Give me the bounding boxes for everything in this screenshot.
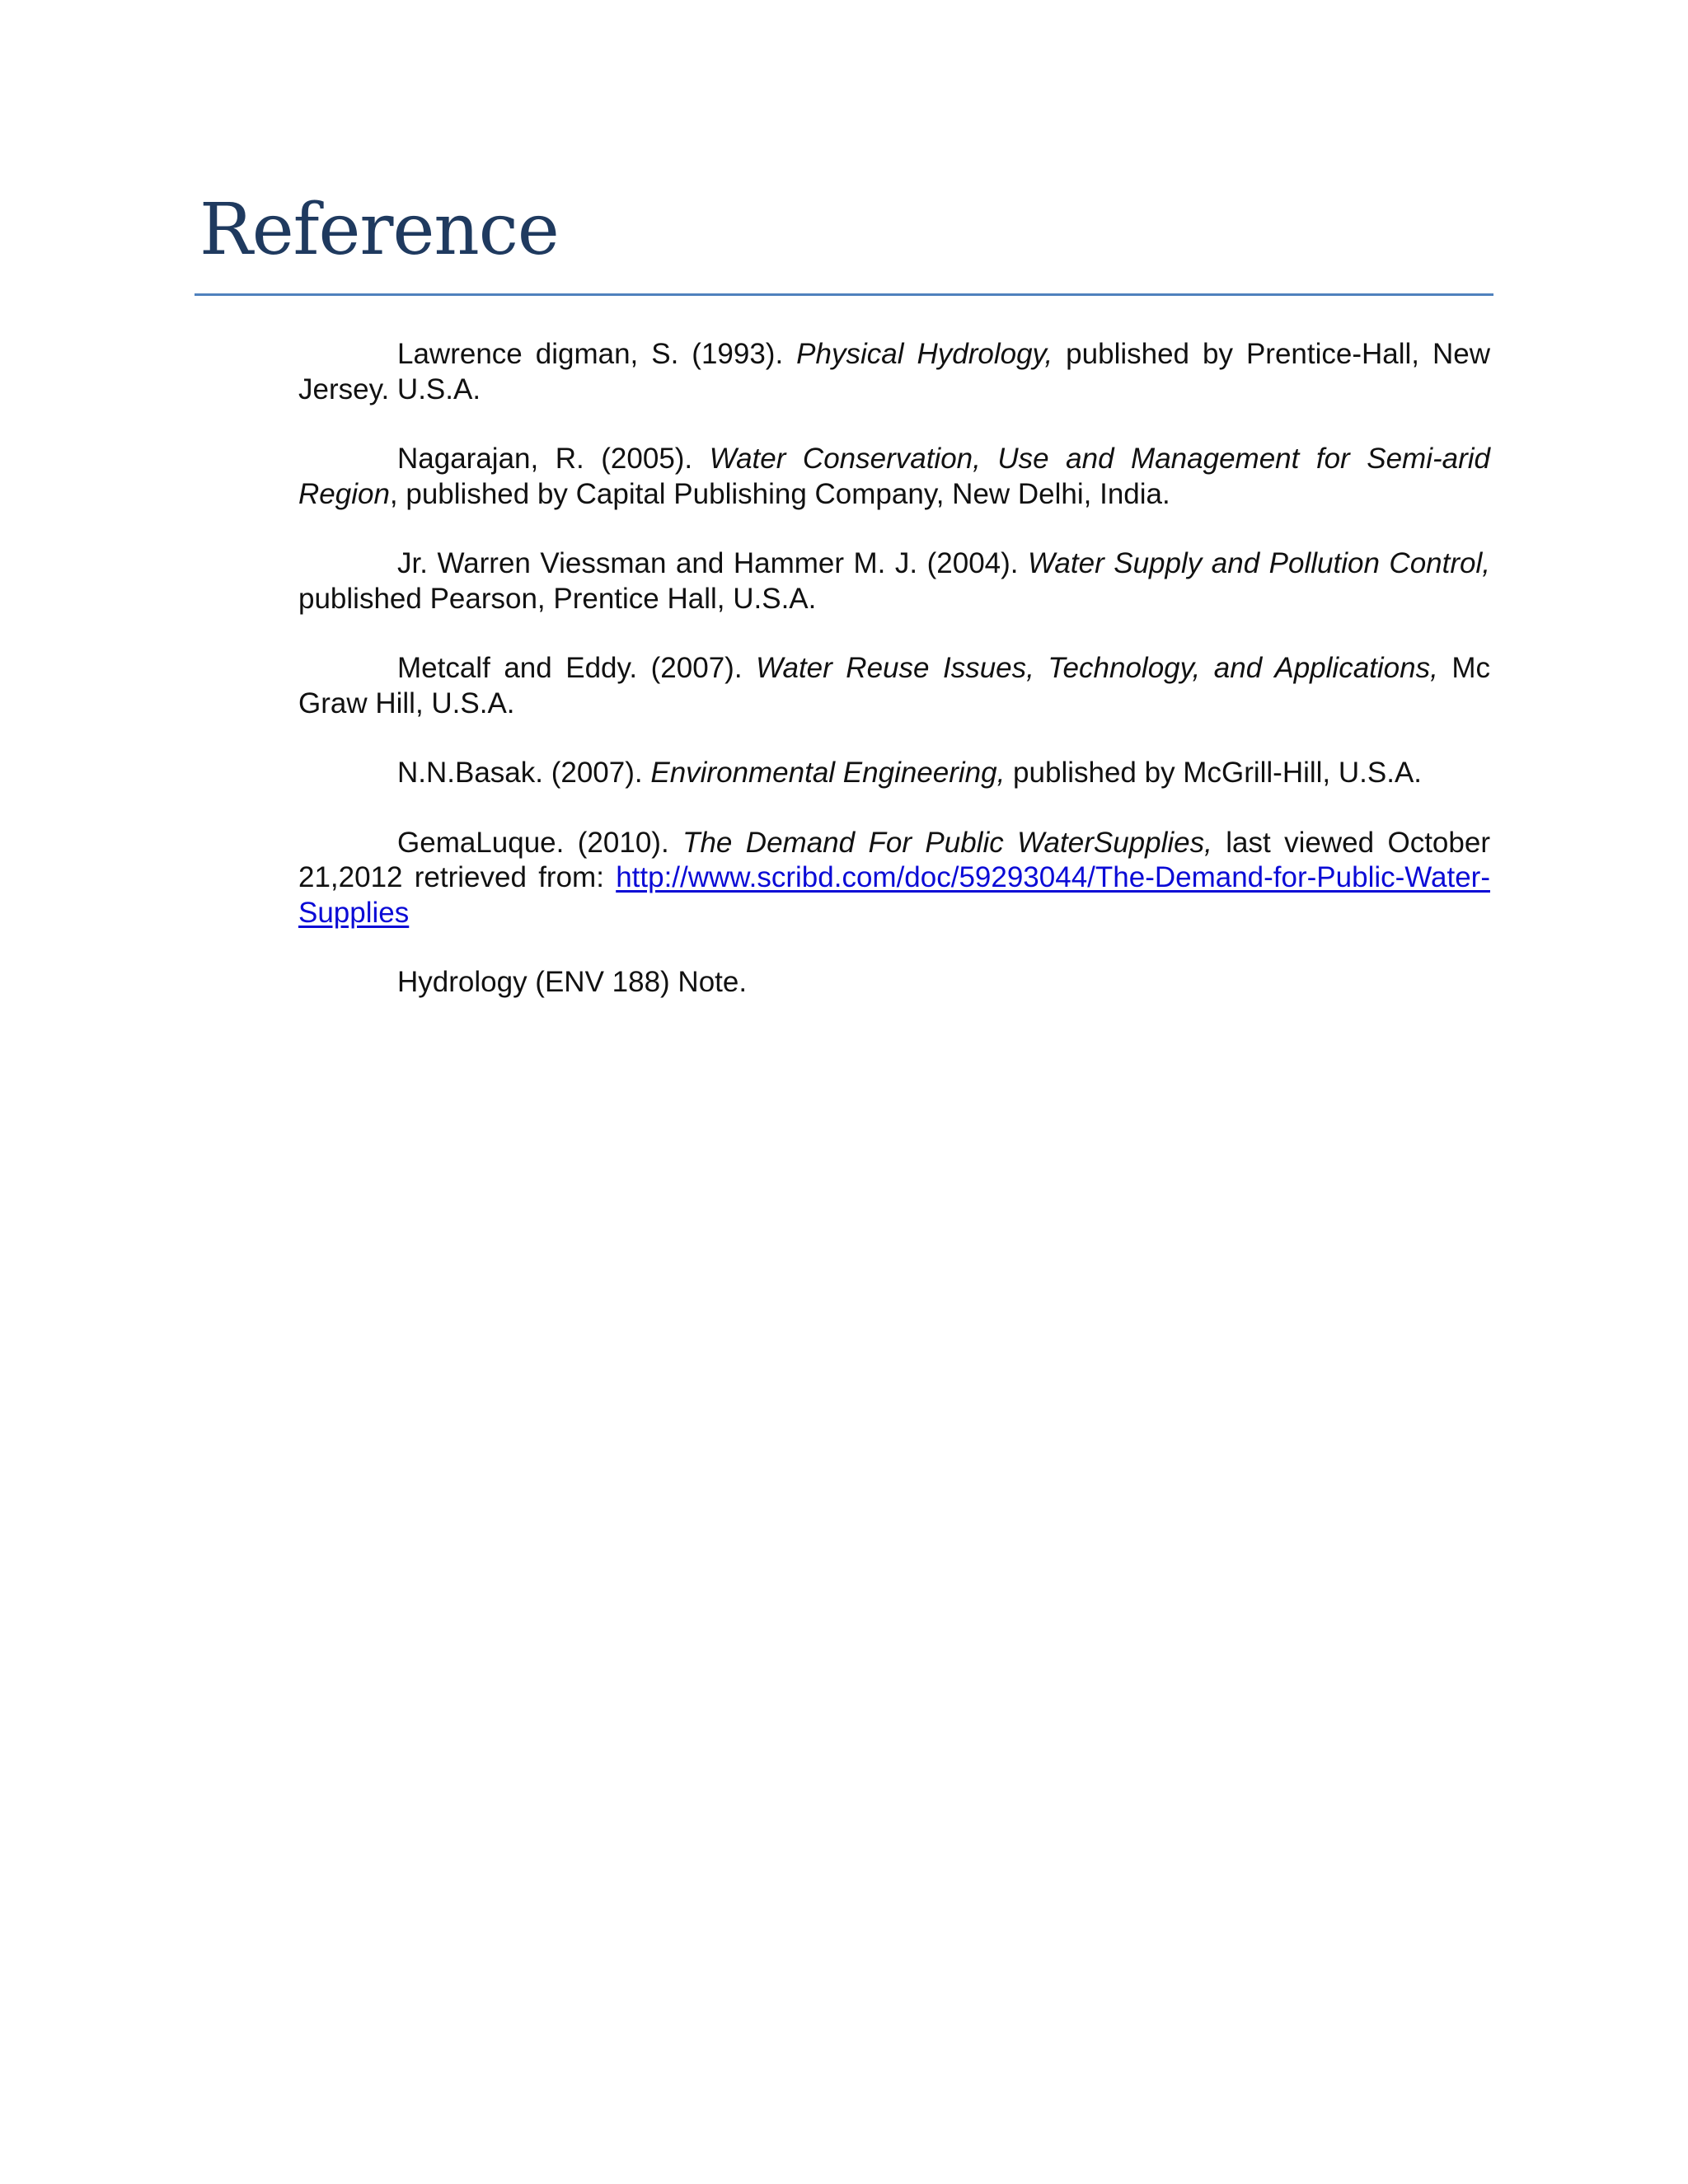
reference-entry — [298, 442, 1490, 512]
page-title: Reference — [199, 189, 559, 271]
reference-work-title: Water Supply and Pollution Control, — [1028, 547, 1490, 579]
reference-entry — [298, 651, 1490, 721]
reference-work-title: Water Reuse Issues, Technology, and Applications, — [756, 652, 1438, 684]
reference-url-link[interactable]: http://www.scribd.com/doc/59293044/The-Demand-for-Public-Water-Supplies — [298, 861, 1490, 929]
reference-work-title: The Demand For Public WaterSupplies, — [682, 826, 1212, 859]
reference-entry — [298, 965, 1490, 1001]
reference-text: Lawrence digman, S. (1993). — [397, 338, 797, 370]
reference-text: published by McGrill-Hill, U.S.A. — [1005, 757, 1423, 789]
reference-entry — [298, 546, 1490, 616]
reference-text: Nagarajan, R. (2005). — [397, 443, 710, 475]
title-divider — [195, 293, 1493, 296]
reference-entry — [298, 756, 1490, 791]
reference-text: last viewed October 21,2012 retrieved from: — [298, 826, 1490, 893]
reference-entry — [298, 826, 1490, 931]
reference-text: N.N.Basak. (2007). — [397, 757, 651, 789]
reference-entry — [298, 337, 1490, 407]
reference-work-title: Environmental Engineering, — [650, 757, 1006, 789]
reference-list — [298, 337, 1490, 1035]
reference-text: Hydrology (ENV 188) Note. — [397, 966, 748, 998]
reference-text: published by Prentice-Hall, New Jersey. U.S.A. — [298, 338, 1491, 405]
reference-text: Metcalf and Eddy. (2007). — [397, 652, 757, 684]
reference-text: Mc Graw Hill, U.S.A. — [298, 652, 1490, 719]
reference-text: GemaLuque. (2010). — [397, 826, 683, 859]
reference-text: , published by Capital Publishing Company, New Delhi, India. — [389, 477, 1170, 510]
reference-work-title: Water Conservation, Use and Management for Semi-arid Region — [298, 443, 1490, 510]
reference-work-title: Physical Hydrology, — [796, 338, 1053, 370]
reference-text: published Pearson, Prentice Hall, U.S.A. — [298, 582, 817, 615]
reference-text: Jr. Warren Viessman and Hammer M. J. (2004). — [397, 547, 1029, 579]
